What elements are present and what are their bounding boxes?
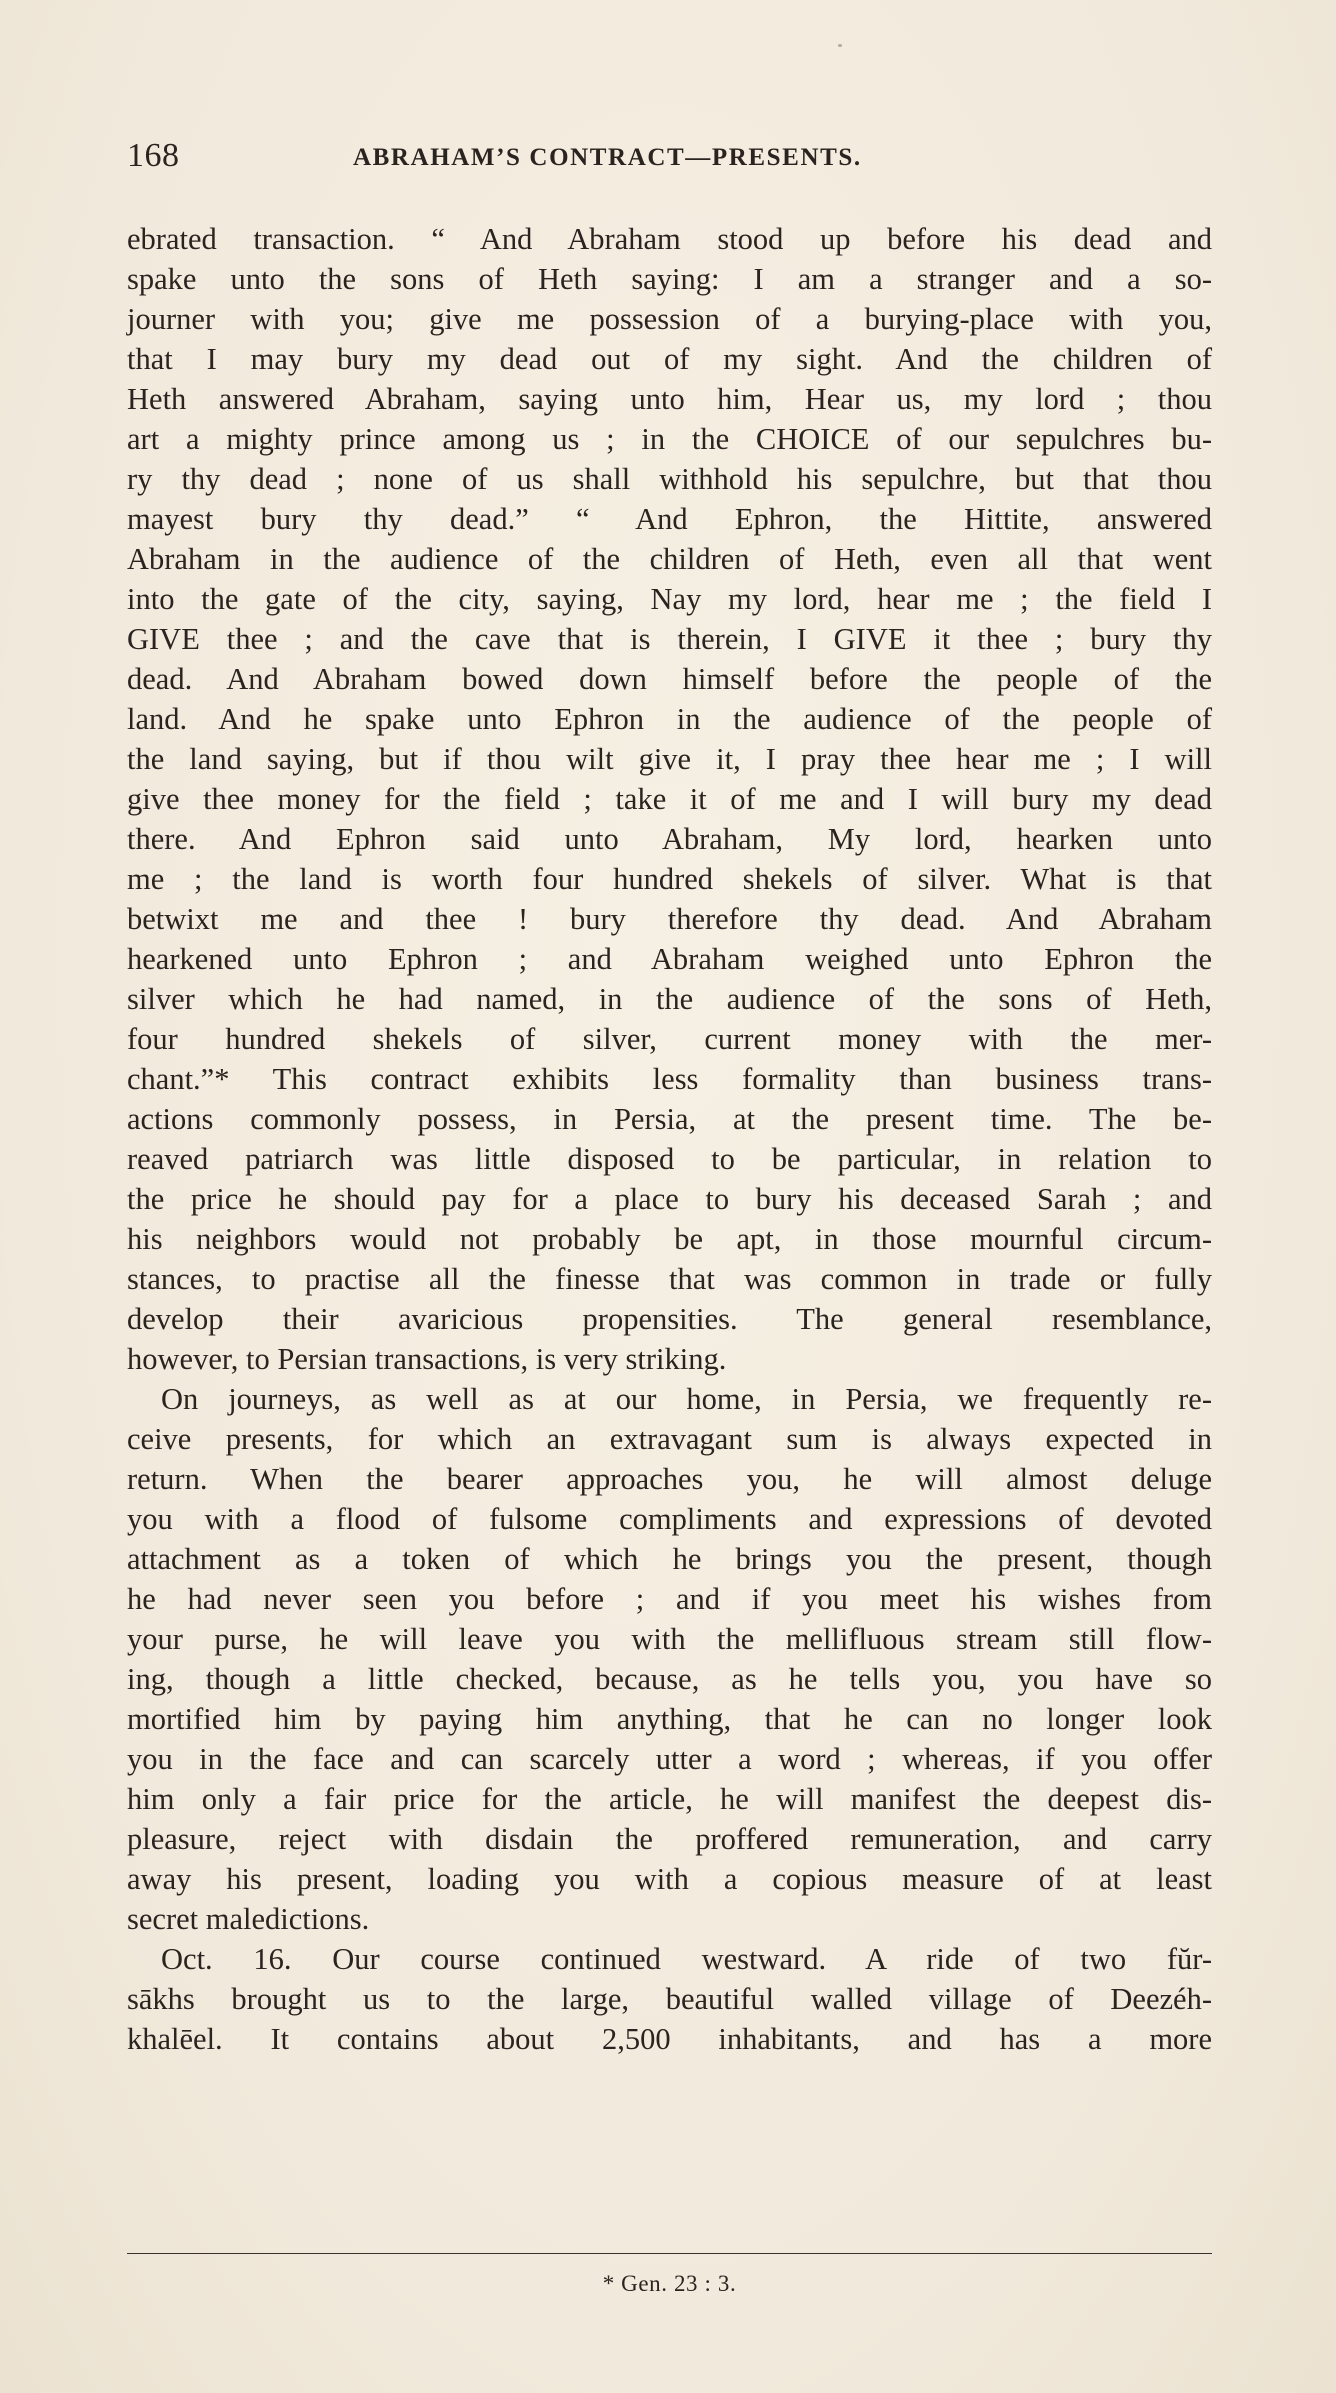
text-line: your purse, he will leave you with the mellifluous stream still flow- bbox=[127, 1622, 1212, 1656]
text-line: khalēel. It contains about 2,500 inhabitants, and has a more bbox=[127, 2022, 1212, 2056]
text-line: give thee money for the field ; take it of me and I will bury my dead bbox=[127, 782, 1212, 816]
text-line: you with a flood of fulsome compliments and expressions of devoted bbox=[127, 1502, 1212, 1536]
running-head: ABRAHAM’S CONTRACT—PRESENTS. bbox=[353, 144, 862, 171]
text-line: there. And Ephron said unto Abraham, My lord, hearken unto bbox=[127, 822, 1212, 856]
text-line: hearkened unto Ephron ; and Abraham weighed unto Ephron the bbox=[127, 942, 1212, 976]
text-line: ebrated transaction. “ And Abraham stood up before his dead and bbox=[127, 222, 1212, 256]
text-line: GIVE thee ; and the cave that is therein, I GIVE it thee ; bury thy bbox=[127, 622, 1212, 656]
text-line: actions commonly possess, in Persia, at the present time. The be- bbox=[127, 1102, 1212, 1136]
footnote: * Gen. 23 : 3. bbox=[602, 2271, 737, 2296]
text-line: pleasure, reject with disdain the proffered remuneration, and carry bbox=[127, 1822, 1212, 1856]
text-line: ry thy dead ; none of us shall withhold his sepulchre, but that thou bbox=[127, 462, 1212, 496]
text-line: he had never seen you before ; and if you meet his wishes from bbox=[127, 1582, 1212, 1616]
text-line: sākhs brought us to the large, beautiful walled village of Deezéh- bbox=[127, 1982, 1212, 2016]
text-line: ing, though a little checked, because, as he tells you, you have so bbox=[127, 1662, 1212, 1696]
text-line: however, to Persian transactions, is very striking. bbox=[127, 1342, 727, 1376]
text-line: his neighbors would not probably be apt, in those mournful circum- bbox=[127, 1222, 1212, 1256]
text-line: develop their avaricious propensities. The general resemblance, bbox=[127, 1302, 1212, 1336]
text-line: art a mighty prince among us ; in the CHOICE of our sepulchres bu- bbox=[127, 422, 1212, 456]
text-line: that I may bury my dead out of my sight. And the children of bbox=[127, 342, 1212, 376]
text-line: return. When the bearer approaches you, he will almost deluge bbox=[127, 1462, 1212, 1496]
text-line: secret maledictions. bbox=[127, 1902, 370, 1936]
text-line: silver which he had named, in the audience of the sons of Heth, bbox=[127, 982, 1212, 1016]
text-line: Abraham in the audience of the children of Heth, even all that went bbox=[127, 542, 1212, 576]
text-line: mayest bury thy dead.” “ And Ephron, the Hittite, answered bbox=[127, 502, 1212, 536]
paper-speck bbox=[838, 44, 842, 47]
text-line: betwixt me and thee ! bury therefore thy dead. And Abraham bbox=[127, 902, 1212, 936]
text-line: Heth answered Abraham, saying unto him, Hear us, my lord ; thou bbox=[127, 382, 1212, 416]
text-line: him only a fair price for the article, he will manifest the deepest dis- bbox=[127, 1782, 1212, 1816]
body-text bbox=[127, 219, 1212, 2059]
page-header bbox=[127, 134, 1212, 178]
text-line: dead. And Abraham bowed down himself before the people of the bbox=[127, 662, 1212, 696]
text-line: into the gate of the city, saying, Nay my lord, hear me ; the field I bbox=[127, 582, 1212, 616]
text-line: stances, to practise all the finesse that was common in trade or fully bbox=[127, 1262, 1212, 1296]
text-line: me ; the land is worth four hundred shekels of silver. What is that bbox=[127, 862, 1212, 896]
text-line: the price he should pay for a place to bury his deceased Sarah ; and bbox=[127, 1182, 1212, 1216]
text-line: Oct. 16. Our course continued westward. A ride of two fŭr- bbox=[161, 1942, 1212, 1976]
page-number: 168 bbox=[127, 137, 180, 174]
text-line: spake unto the sons of Heth saying: I am a stranger and a so- bbox=[127, 262, 1212, 296]
text-line: chant.”* This contract exhibits less formality than business trans- bbox=[127, 1062, 1212, 1096]
text-line: mortified him by paying him anything, that he can no longer look bbox=[127, 1702, 1212, 1736]
text-line: the land saying, but if thou wilt give it, I pray thee hear me ; I will bbox=[127, 742, 1212, 776]
text-line: land. And he spake unto Ephron in the audience of the people of bbox=[127, 702, 1212, 736]
text-line: away his present, loading you with a copious measure of at least bbox=[127, 1862, 1212, 1896]
text-line: attachment as a token of which he brings you the present, though bbox=[127, 1542, 1212, 1576]
text-line: journer with you; give me possession of a burying-place with you, bbox=[127, 302, 1212, 336]
footnote-divider bbox=[127, 2253, 1212, 2254]
text-line: reaved patriarch was little disposed to be particular, in relation to bbox=[127, 1142, 1212, 1176]
text-line: you in the face and can scarcely utter a word ; whereas, if you offer bbox=[127, 1742, 1212, 1776]
text-line: On journeys, as well as at our home, in Persia, we frequently re- bbox=[161, 1382, 1212, 1416]
text-line: four hundred shekels of silver, current money with the mer- bbox=[127, 1022, 1212, 1056]
text-line: ceive presents, for which an extravagant sum is always expected in bbox=[127, 1422, 1212, 1456]
